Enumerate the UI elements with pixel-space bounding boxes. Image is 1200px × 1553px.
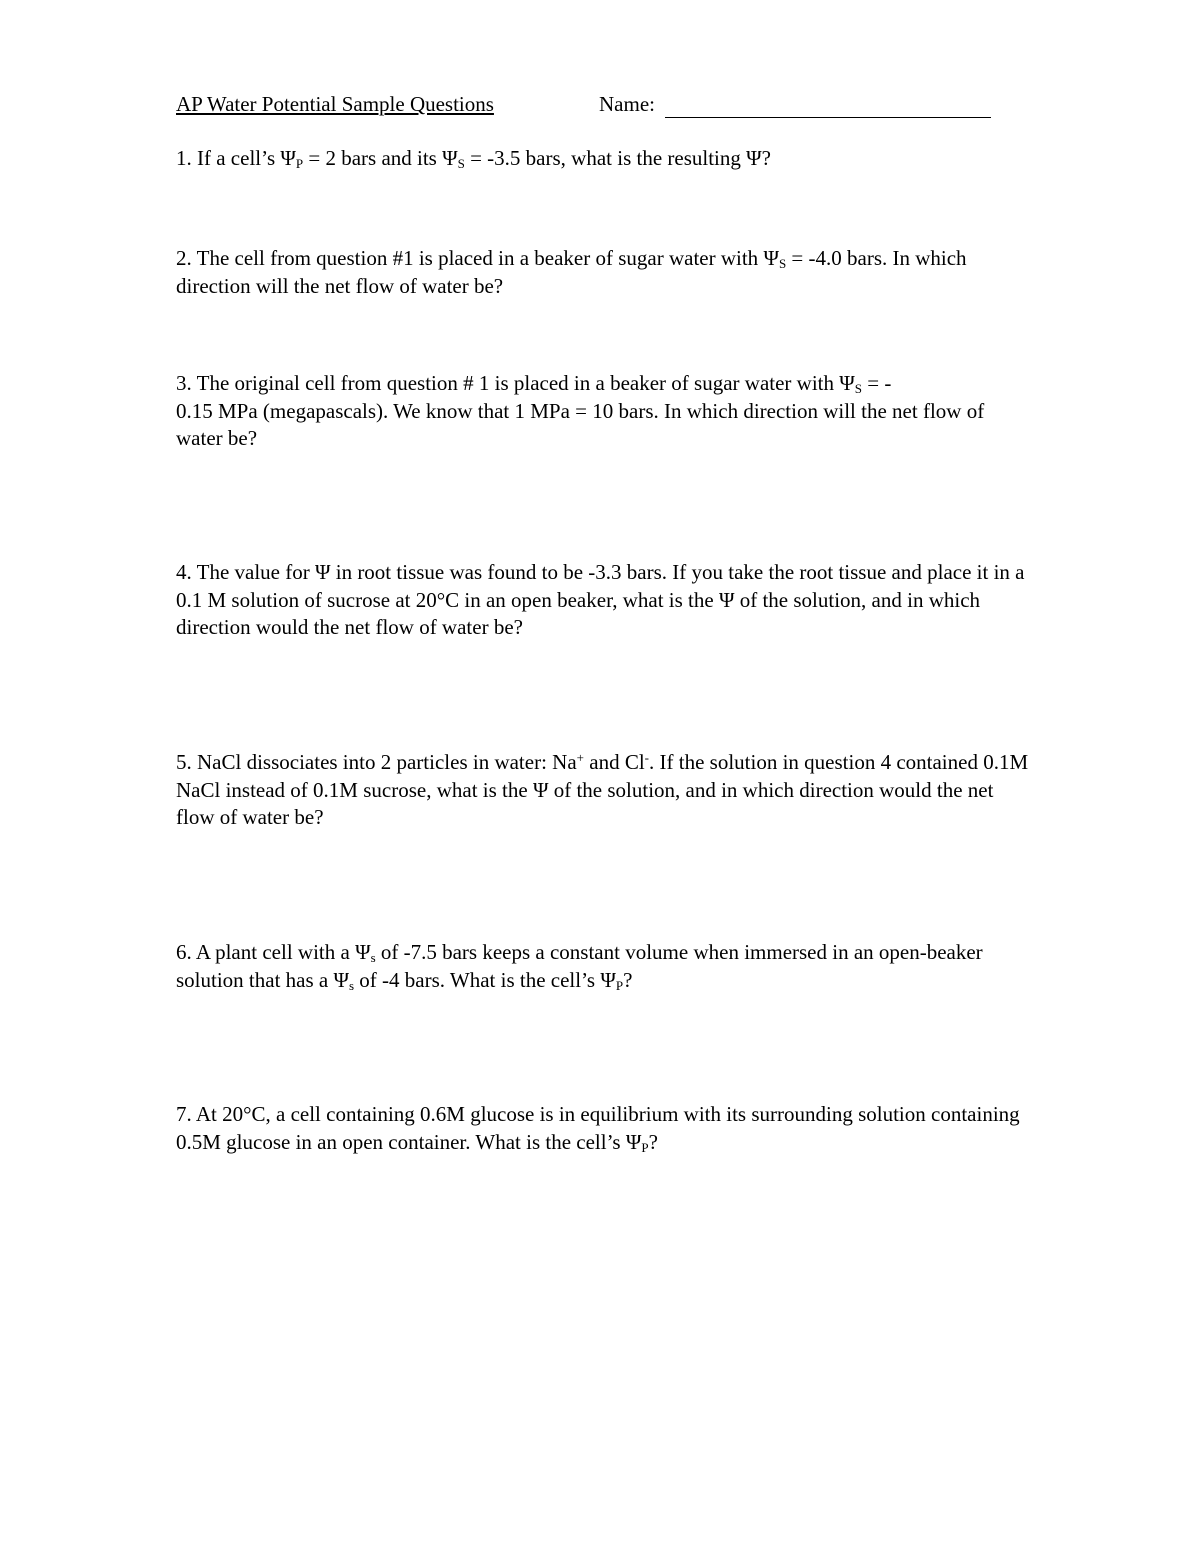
psi-symbol: Ψ	[763, 246, 779, 270]
question-6	[176, 939, 1036, 994]
subscript-s: S	[854, 381, 862, 396]
q5-text-b: and Cl	[584, 750, 645, 774]
subscript-s: S	[778, 256, 787, 271]
q6-text-c: of -4 bars. What is the cell’s	[354, 967, 601, 992]
subscript-p: P	[295, 156, 304, 171]
q7-text-a: 7. At 20°C, a cell containing 0.6M glucose is in equilibrium with its surrounding solution containing 0.5M glucose in an open container. What is the cell’s	[176, 1102, 1020, 1154]
q4-text-c: of the solution, and in which direction would the net flow of water be?	[176, 587, 981, 639]
q5-text-c: . If the solution in question 4 contained 0.1M NaCl instead of 0.1M sucrose, what is the	[176, 750, 1029, 802]
psi-symbol: Ψ	[746, 146, 762, 170]
question-5-text	[176, 749, 1036, 832]
q2-text-b: = -4.0 bars. In which direction will the net flow of water be?	[176, 246, 967, 298]
q6-text-a: 6. A plant cell with a	[176, 940, 356, 964]
q3-text-b: = -	[861, 371, 892, 395]
q4-text-a: 4. The value for	[176, 560, 315, 584]
question-7	[176, 1101, 1036, 1156]
subscript-s: s	[348, 977, 355, 993]
question-1	[176, 145, 1036, 173]
question-3-line-2	[176, 398, 1036, 453]
question-1-text	[176, 145, 1036, 173]
subscript-s: S	[457, 156, 465, 171]
q1-text-b: = 2 bars and its	[303, 146, 443, 170]
psi-symbol: Ψ	[280, 146, 296, 170]
q1-text-d: ?	[761, 146, 771, 170]
subscript-p: P	[641, 1139, 649, 1155]
question-7-text	[176, 1101, 1036, 1156]
q6-text-d: ?	[623, 967, 633, 992]
worksheet-title: AP Water Potential Sample Questions	[176, 92, 494, 116]
question-6-text	[176, 939, 1036, 994]
q3-text-a: 3. The original cell from question # 1 is placed in a beaker of sugar water with	[176, 371, 840, 395]
psi-symbol: Ψ	[314, 560, 331, 584]
question-5	[176, 749, 1036, 832]
question-4-text	[176, 559, 1036, 642]
question-3	[176, 370, 1036, 453]
question-2-text	[176, 245, 1036, 300]
psi-symbol: Ψ	[442, 146, 458, 170]
psi-symbol: Ψ	[625, 1129, 642, 1154]
psi-symbol: Ψ	[333, 967, 349, 992]
q6-text-b: of -7.5 bars keeps a constant volume when immersed in an open-beaker solution that has a	[176, 940, 983, 992]
q5-text-a: 5. NaCl dissociates into 2 particles in water: Na	[176, 750, 577, 774]
superscript-plus: +	[576, 750, 584, 765]
psi-symbol: Ψ	[600, 967, 616, 992]
subscript-p: P	[615, 977, 624, 993]
q7-text-b: ?	[648, 1129, 658, 1154]
q4-text-b: in root tissue was found to be -3.3 bars. If you take the root tissue and place it in a 0.1 M solution of sucrose at 20°C in an open beaker, what is the	[176, 560, 1025, 612]
name-blank-line	[665, 117, 991, 118]
q2-text-a: 2. The cell from question #1 is placed in a beaker of sugar water with	[176, 246, 764, 270]
subscript-s: s	[370, 950, 376, 965]
psi-symbol: Ψ	[718, 587, 735, 612]
worksheet-header	[176, 90, 655, 118]
superscript-minus: -	[644, 750, 650, 765]
question-3-line-1	[176, 370, 1036, 398]
psi-symbol: Ψ	[839, 371, 855, 395]
q1-text-c: = -3.5 bars, what is the resulting	[464, 146, 747, 170]
psi-symbol: Ψ	[532, 777, 549, 802]
psi-symbol: Ψ	[355, 940, 371, 964]
name-label: Name:	[599, 92, 655, 116]
question-4	[176, 559, 1036, 642]
question-2	[176, 245, 1036, 300]
q3-text-c: 0.15 MPa (megapascals). We know that 1 MPa = 10 bars. In which direction will the net flow of water be?	[176, 398, 985, 450]
q1-text-a: 1. If a cell’s	[176, 146, 281, 170]
q5-text-d: of the solution, and in which direction would the net flow of water be?	[176, 777, 994, 829]
